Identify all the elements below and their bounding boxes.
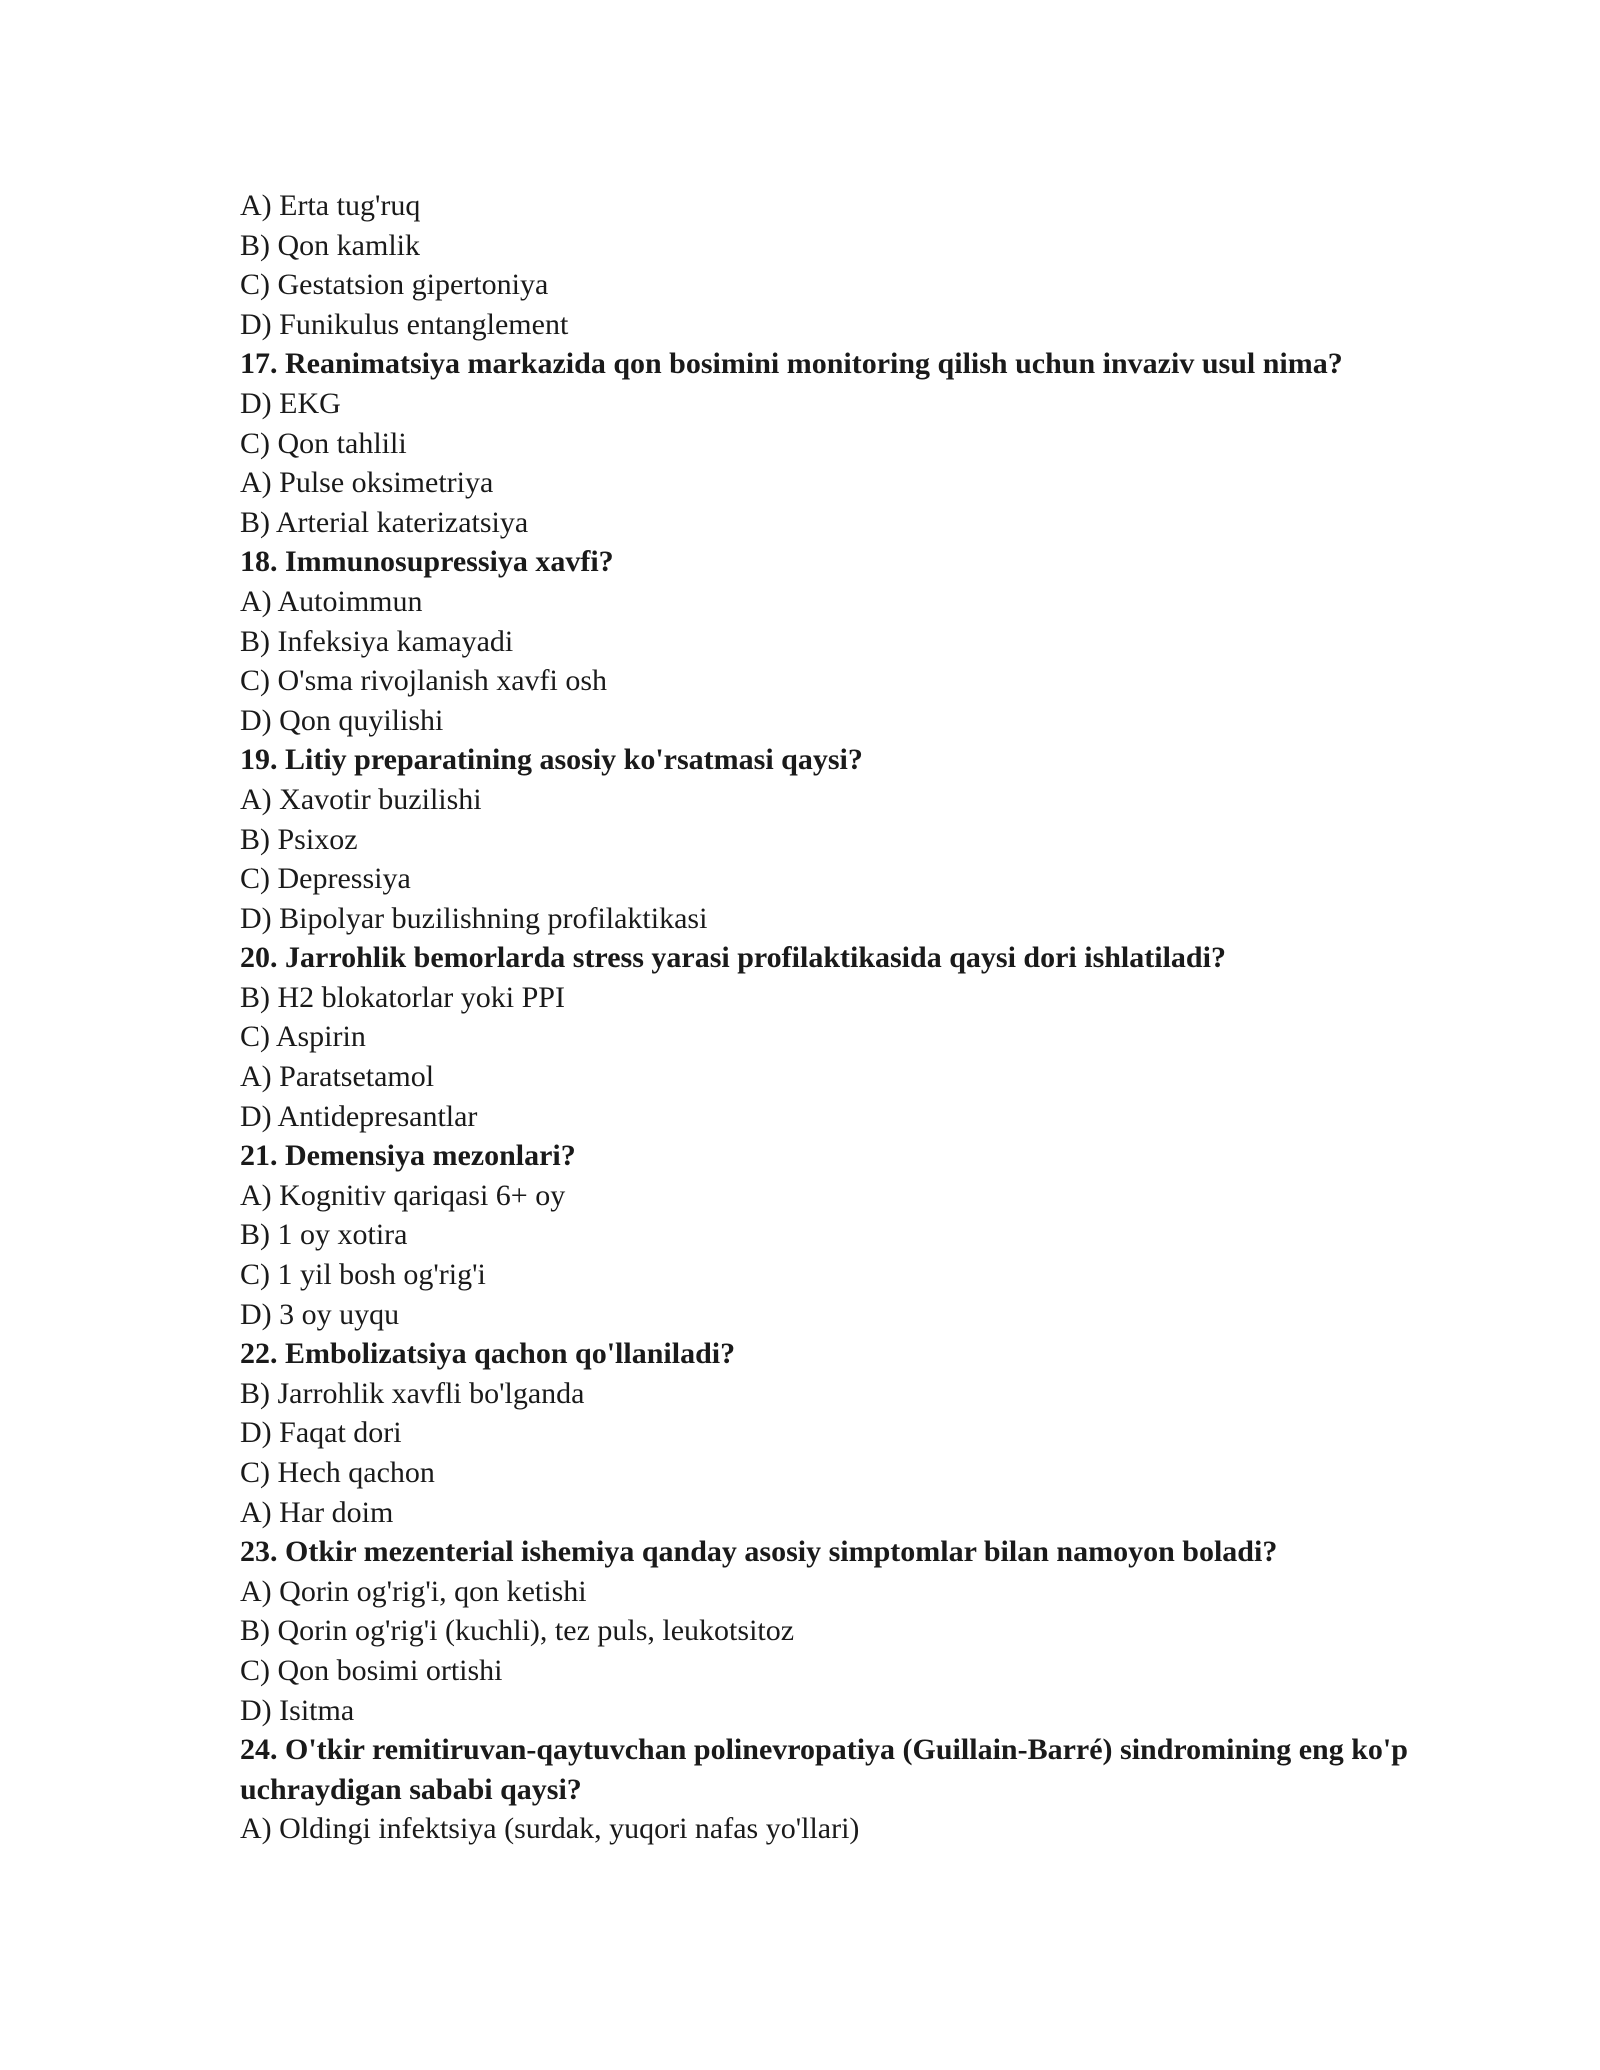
answer-option: A) Pulse oksimetriya (240, 466, 494, 500)
answer-option: A) Erta tug'ruq (240, 189, 421, 222)
question-text: 21. Demensiya mezonlari? (240, 1139, 576, 1173)
answer-option: C) Depressiya (240, 862, 411, 896)
document-page (240, 186, 1420, 1849)
answer-option: D) Qon quyilishi (240, 703, 444, 737)
answer-option: A) Xavotir buzilishi (240, 782, 482, 816)
answer-option: A) Paratsetamol (240, 1060, 435, 1094)
answer-option: C) Gestatsion gipertoniya (240, 268, 549, 302)
answer-option: B) Qorin og'rig'i (kuchli), tez puls, leukotsitoz (240, 1614, 795, 1648)
answer-option: C) Qon bosimi ortishi (240, 1653, 503, 1687)
answer-option: A) Har doim (240, 1495, 394, 1529)
answer-option: C) Aspirin (240, 1020, 366, 1054)
question-text: 19. Litiy preparatining asosiy ko'rsatmasi qaysi? (240, 743, 863, 777)
answer-option: B) Psixoz (240, 822, 358, 856)
answer-option: D) Faqat dori (240, 1416, 402, 1450)
question-text: 17. Reanimatsiya markazida qon bosimini monitoring qilish uchun invaziv usul nima? (240, 347, 1343, 381)
answer-option: B) H2 blokatorlar yoki PPI (240, 980, 565, 1014)
answer-option: A) Oldingi infektsiya (surdak, yuqori nafas yo'llari) (240, 1812, 860, 1846)
answer-option: B) Jarrohlik xavfli bo'lganda (240, 1376, 585, 1410)
answer-option: D) Bipolyar buzilishning profilaktikasi (240, 901, 708, 935)
question-text: 18. Immunosupressiya xavfi? (240, 545, 614, 579)
question-text: 24. O'tkir remitiruvan-qaytuvchan polinevropatiya (Guillain-Barré) sindromining eng ko'p uchraydigan sababi qaysi? (240, 1733, 1408, 1806)
answer-option: C) O'sma rivojlanish xavfi osh (240, 664, 608, 698)
question-text: 22. Embolizatsiya qachon qo'llaniladi? (240, 1337, 736, 1371)
answer-option: A) Kognitiv qariqasi 6+ oy (240, 1178, 566, 1212)
answer-option: B) 1 oy xotira (240, 1218, 408, 1252)
answer-option: A) Qorin og'rig'i, qon ketishi (240, 1574, 587, 1608)
answer-option: D) Funikulus entanglement (240, 307, 569, 341)
answer-option: D) Antidepresantlar (240, 1099, 478, 1133)
answer-option: D) Isitma (240, 1693, 355, 1727)
answer-option: D) EKG (240, 386, 341, 420)
answer-option: B) Infeksiya kamayadi (240, 624, 514, 658)
question-text: 23. Otkir mezenterial ishemiya qanday asosiy simptomlar bilan namoyon boladi? (240, 1535, 1278, 1569)
question-text: 20. Jarrohlik bemorlarda stress yarasi profilaktikasida qaysi dori ishlatiladi? (240, 941, 1226, 975)
answer-option: B) Qon kamlik (240, 228, 420, 262)
answer-option: A) Autoimmun (240, 584, 423, 618)
answer-option: C) Qon tahlili (240, 426, 407, 460)
answer-option: D) 3 oy uyqu (240, 1297, 400, 1331)
answer-option: B) Arterial katerizatsiya (240, 505, 529, 539)
answer-option: C) Hech qachon (240, 1456, 435, 1489)
answer-option: C) 1 yil bosh og'rig'i (240, 1258, 486, 1292)
